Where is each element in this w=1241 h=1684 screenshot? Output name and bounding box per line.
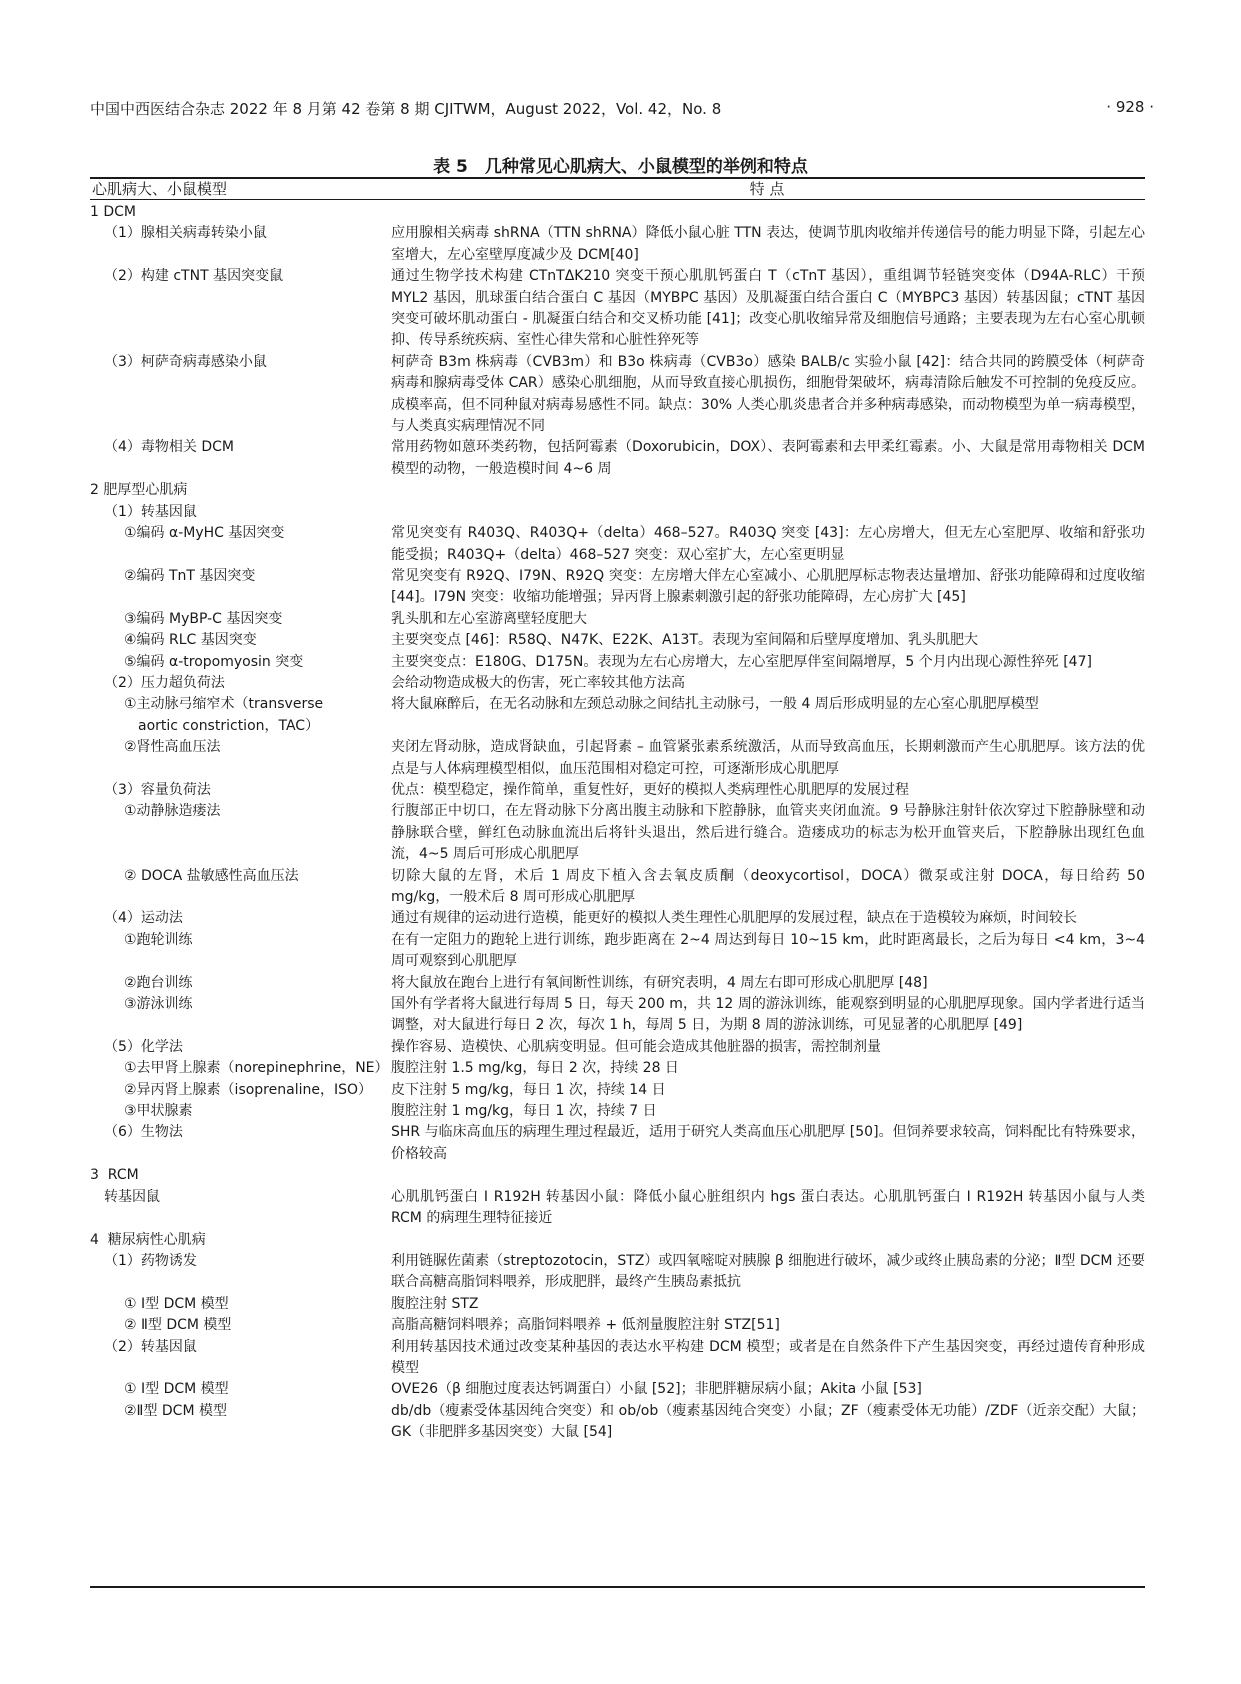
table-row <box>90 502 1145 523</box>
feature-cell <box>391 202 1145 223</box>
model-cell: （6）生物法 <box>104 1124 183 1141</box>
model-cell: ①去甲肾上腺素（norepinephrine，NE） <box>124 1060 389 1077</box>
table-row <box>90 223 1145 266</box>
table-row <box>90 523 1145 566</box>
feature-cell: 常见突变有 R92Q、I79N、R92Q 突变：左房增大伴左心室减小、心肌肥厚标志物表达量增加、舒张功能障碍和过度收缩 [44]。I79N 突变：收缩功能增强；异丙肾上腺素刺激引起的舒张功能障碍，左心房扩大 [45] <box>391 567 1145 606</box>
model-cell: 1 DCM <box>90 204 136 220</box>
table-row <box>90 866 1145 909</box>
column-header-model: 心肌病大、小鼠模型 <box>92 180 228 198</box>
table-row <box>90 202 1145 223</box>
model-cell: ①跑轮训练 <box>124 931 193 948</box>
table-row <box>90 630 1145 651</box>
feature-cell: 在有一定阻力的跑轮上进行训练，跑步距离在 2~4 周达到每日 10~15 km，此时距离最长，之后为每日 <4 km，3~4 周可观察到心肌肥厚 <box>391 931 1145 970</box>
model-cell: （4）毒物相关 DCM <box>104 439 234 456</box>
feature-cell: 腹腔注射 1.5 mg/kg，每日 2 次，持续 28 日 <box>391 1060 679 1077</box>
feature-cell: 优点：模型稳定，操作简单，重复性好，更好的模拟人类病理性心肌肥厚的发展过程 <box>391 781 909 798</box>
table-row <box>90 694 1145 737</box>
model-cell: （2）压力超负荷法 <box>104 674 225 691</box>
model-cell: ①主动脉弓缩窄术（transverse aortic constriction，TAC） <box>124 696 324 734</box>
table-row <box>90 1315 1145 1336</box>
model-cell: ③编码 MyBP-C 基因突变 <box>124 610 283 627</box>
model-cell: ②肾性高血压法 <box>124 739 221 756</box>
model-cell: （4）运动法 <box>104 910 183 927</box>
table-row <box>90 1165 1145 1186</box>
table-row <box>90 673 1145 694</box>
table-row <box>90 1401 1145 1444</box>
model-cell: 4 糖尿病性心肌病 <box>90 1231 206 1248</box>
journal-citation: 中国中西医结合杂志 2022 年 8 月第 42 卷第 8 期 CJITWM，August 2022，Vol. 42，No. 8 <box>90 100 722 118</box>
model-cell: ②编码 TnT 基因突变 <box>124 567 256 584</box>
model-cell: （5）化学法 <box>104 1038 183 1055</box>
feature-cell: 操作容易、造模快、心肌病变明显。但可能会造成其他脏器的损害，需控制剂量 <box>391 1038 881 1055</box>
table-row <box>90 801 1145 865</box>
table-row <box>90 1101 1145 1122</box>
model-cell: 2 肥厚型心肌病 <box>90 482 188 499</box>
table-row <box>90 1230 1145 1251</box>
model-cell: （3）容量负荷法 <box>104 781 211 798</box>
model-cell: 转基因鼠 <box>104 1188 160 1205</box>
feature-cell: db/db（瘦素受体基因纯合突变）和 ob/ob（瘦素基因纯合突变）小鼠；ZF（瘦素受体无功能）/ZDF（近亲交配）大鼠；GK（非肥胖多基因突变）大鼠 [54] <box>391 1402 1145 1441</box>
feature-cell: 国外有学者将大鼠进行每周 5 日，每天 200 m，共 12 周的游泳训练，能观察到明显的心肌肥厚现象。国内学者进行适当调整，对大鼠进行每日 2 次，每次 1 h，每周 5 日，为期 8 周的游泳训练，可见显著的心肌肥厚 [49] <box>391 996 1145 1034</box>
model-cell: （1）药物诱发 <box>104 1252 197 1269</box>
table-row <box>90 1251 1145 1294</box>
feature-cell <box>391 1165 1145 1186</box>
table-row <box>90 780 1145 801</box>
model-cell: （1）转基因鼠 <box>104 503 197 520</box>
model-cell: ③游泳训练 <box>124 996 193 1013</box>
model-cell: ③甲状腺素 <box>124 1103 193 1120</box>
feature-cell: 心肌肌钙蛋白 Ⅰ R192H 转基因小鼠：降低小鼠心脏组织内 hgs 蛋白表达。心肌肌钙蛋白 Ⅰ R192H 转基因小鼠与人类 RCM 的病理生理特征接近 <box>391 1188 1145 1227</box>
feature-cell: OVE26（β 细胞过度表达钙调蛋白）小鼠 [52]；非肥胖糖尿病小鼠；Akita 小鼠 [53] <box>391 1381 922 1398</box>
model-cell: 3 RCM <box>90 1167 139 1184</box>
feature-cell <box>391 480 1145 501</box>
page-number: · 928 · <box>1106 98 1154 116</box>
feature-cell: 切除大鼠的左肾，术后 1 周皮下植入含去氧皮质酮（deoxycortisol，DOCA）微泵或注射 DOCA，每日给药 50 mg/kg，一般术后 8 周可形成心肌肥厚 <box>391 867 1145 905</box>
feature-cell: 应用腺相关病毒 shRNA（TTN shRNA）降低小鼠心脏 TTN 表达，使调节肌肉收缩并传递信号的能力明显下降，引起左心室增大，左心室壁厚度减少及 DCM[40] <box>391 225 1145 263</box>
table-row <box>90 1058 1145 1079</box>
model-cell: ② Ⅱ型 DCM 模型 <box>124 1317 232 1334</box>
model-cell: ②Ⅱ型 DCM 模型 <box>124 1402 227 1419</box>
table-row <box>90 437 1145 480</box>
feature-cell: 行腹部正中切口，在左肾动脉下分离出腹主动脉和下腔静脉，血管夹夹闭血流。9 号静脉注射针依次穿过下腔静脉壁和动静脉联合壁，鲜红色动脉血流出后将针头退出，然后进行缝合。造瘘成功的标志为松开血管夹后，下腔静脉出现红色血流，4~5 周后可形成心肌肥厚 <box>391 803 1145 863</box>
table-row <box>90 566 1145 609</box>
model-cell: ④编码 RLC 基因突变 <box>124 632 257 649</box>
feature-cell: 主要突变点 [46]：R58Q、N47K、E22K、A13T。表现为室间隔和后壁厚度增加、乳头肌肥大 <box>391 632 979 649</box>
feature-cell: 腹腔注射 STZ <box>391 1295 479 1312</box>
model-cell: ① Ⅰ型 DCM 模型 <box>124 1381 229 1398</box>
table-row <box>90 737 1145 780</box>
model-cell: ②跑台训练 <box>124 974 193 991</box>
model-cell: （2）转基因鼠 <box>104 1338 197 1355</box>
table-row <box>90 266 1145 352</box>
feature-cell: 柯萨奇 B3m 株病毒（CVB3m）和 B3o 株病毒（CVB3o）感染 BALB/c 实验小鼠 [42]：结合共同的跨膜受体（柯萨奇病毒和腺病毒受体 CAR）感染心肌细胞，从而导致直接心肌损伤，细胞骨架破坏，病毒清除后触发不可控制的免疫反应。成模率高，但不同种鼠对病毒易感性不同。缺点：30% 人类心肌炎患者合并多种病毒感染，而动物模型为单一病毒模型，与人类真实病理情况不同 <box>391 353 1145 435</box>
table-row <box>90 1337 1145 1380</box>
table-caption: 表 5 几种常见心肌病大、小鼠模型的举例和特点 <box>433 157 808 177</box>
table-row <box>90 908 1145 929</box>
feature-cell: 常用药物如蒽环类药物，包括阿霉素（Doxorubicin，DOX）、表阿霉素和去甲柔红霉素。小、大鼠是常用毒物相关 DCM 模型的动物，一般造模时间 4~6 周 <box>391 439 1145 477</box>
feature-cell: 常见突变有 R403Q、R403Q+（delta）468–527。R403Q 突变 [43]：左心房增大，但无左心室肥厚、收缩和舒张功能受损；R403Q+（delta）468–527 突变：双心室扩大，左心室更明显 <box>391 525 1145 563</box>
column-header-feature: 特 点 <box>749 180 785 198</box>
model-cell: （1）腺相关病毒转染小鼠 <box>104 225 267 242</box>
feature-cell: 通过生物学技术构建 CTnTΔK210 突变干预心肌肌钙蛋白 T（cTnT 基因），重组调节轻链突变体（D94A-RLC）干预 MYL2 基因，肌球蛋白结合蛋白 C 基因（MYBPC 基因）及肌凝蛋白结合蛋白 C（MYBPC3 基因）转基因鼠；cTNT 基因突变可破坏肌动蛋白 - 肌凝蛋白结合和交叉桥功能 [41]；改变心肌收缩异常及细胞信号通路；主要表现为左右心室心肌顿抑、传导系统疾病、室性心律失常和心脏性猝死等 <box>391 268 1145 349</box>
model-cell: ①编码 α-MyHC 基因突变 <box>124 525 285 542</box>
table-bottom-rule <box>90 1586 1145 1588</box>
model-cell: ① Ⅰ型 DCM 模型 <box>124 1295 229 1312</box>
feature-cell: 主要突变点：E180G、D175N。表现为左右心房增大，左心室肥厚伴室间隔增厚，5 个月内出现心源性猝死 [47] <box>391 653 1092 670</box>
table-row <box>90 1122 1145 1165</box>
model-cell: ①动静脉造瘘法 <box>124 803 221 820</box>
feature-cell: 会给动物造成极大的伤害，死亡率较其他方法高 <box>391 674 685 691</box>
feature-cell: 通过有规律的运动进行造模，能更好的模拟人类生理性心肌肥厚的发展过程，缺点在于造模较为麻烦，时间较长 <box>391 910 1077 927</box>
feature-cell: 皮下注射 5 mg/kg，每日 1 次，持续 14 日 <box>391 1081 666 1098</box>
table-row <box>90 652 1145 673</box>
model-cell: ②异丙肾上腺素（isoprenaline，ISO） <box>124 1081 373 1098</box>
table-row <box>90 609 1145 630</box>
table-row <box>90 973 1145 994</box>
model-cell: ⑤编码 α-tropomyosin 突变 <box>124 653 304 670</box>
table-header-rule <box>90 199 1145 200</box>
feature-cell: SHR 与临床高血压的病理生理过程最近，适用于研究人类高血压心肌肥厚 [50]。但饲养要求较高，饲料配比有特殊要求，价格较高 <box>391 1124 1145 1162</box>
table-row <box>90 1080 1145 1101</box>
feature-cell <box>391 502 1145 523</box>
feature-cell: 腹腔注射 1 mg/kg，每日 1 次，持续 7 日 <box>391 1103 657 1120</box>
model-cell: （3）柯萨奇病毒感染小鼠 <box>104 353 267 370</box>
table-row <box>90 1294 1145 1315</box>
table-row <box>90 1037 1145 1058</box>
feature-cell: 利用链脲佐菌素（streptozotocin，STZ）或四氧嘧啶对胰腺 β 细胞进行破坏，减少或终止胰岛素的分泌；Ⅱ型 DCM 还要联合高糖高脂饲料喂养，形成肥胖，最终产生胰岛素抵抗 <box>391 1252 1145 1291</box>
table-row <box>90 930 1145 973</box>
table-row <box>90 352 1145 438</box>
table-row <box>90 480 1145 501</box>
table-body <box>90 202 1145 1444</box>
running-header <box>90 98 1154 122</box>
model-cell: （2）构建 cTNT 基因突变鼠 <box>104 268 284 285</box>
feature-cell: 将大鼠放在跑台上进行有氧间断性训练，有研究表明，4 周左右即可形成心肌肥厚 [48] <box>391 974 928 991</box>
feature-cell: 利用转基因技术通过改变某种基因的表达水平构建 DCM 模型；或者是在自然条件下产生基因突变，再经过遗传育种形成模型 <box>391 1338 1145 1376</box>
feature-cell: 高脂高糖饲料喂养；高脂饲料喂养 + 低剂量腹腔注射 STZ[51] <box>391 1317 780 1334</box>
feature-cell <box>391 1230 1145 1251</box>
model-cell: ② DOCA 盐敏感性高血压法 <box>124 867 299 884</box>
feature-cell: 夹闭左肾动脉，造成肾缺血，引起肾素 – 血管紧张素系统激活，从而导致高血压，长期刺激而产生心肌肥厚。该方法的优点是与人体病理模型相似，血压范围相对稳定可控，可逐渐形成心肌肥厚 <box>391 739 1145 777</box>
table-row <box>90 994 1145 1037</box>
feature-cell: 乳头肌和左心室游离壁轻度肥大 <box>391 610 587 627</box>
table-row <box>90 1379 1145 1400</box>
table-row <box>90 1187 1145 1230</box>
feature-cell: 将大鼠麻醉后，在无名动脉和左颈总动脉之间结扎主动脉弓，一般 4 周后形成明显的左心室心肌肥厚模型 <box>391 696 1039 713</box>
